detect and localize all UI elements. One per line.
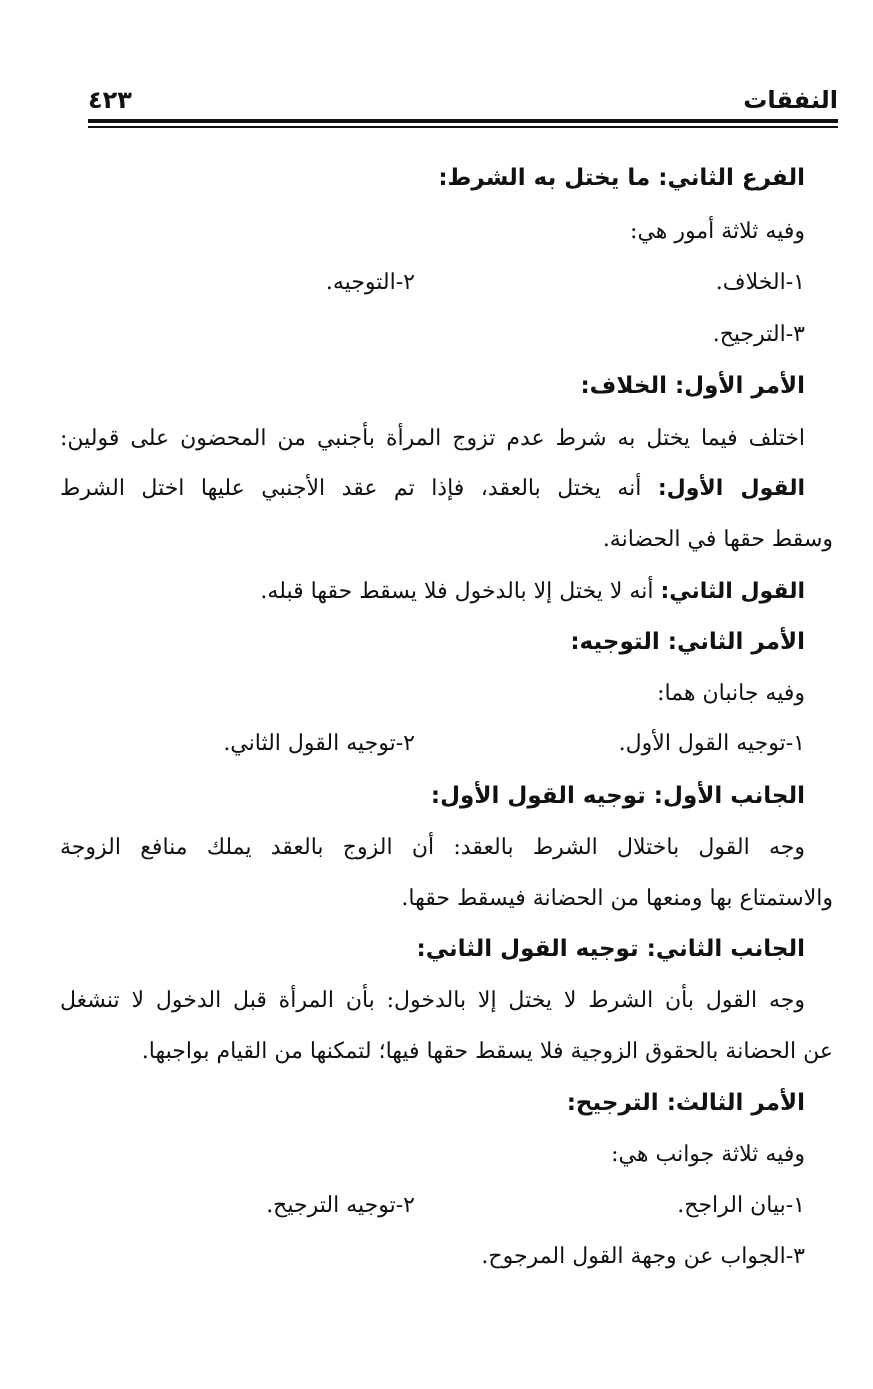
paragraph: وفيه ثلاثة أمور هي:	[630, 219, 805, 244]
paragraph: اختلف فيما يختل به شرط عدم تزوج المرأة بأجنبي من المحضون على قولين:	[60, 426, 805, 451]
paragraph	[60, 474, 805, 504]
list-item: ٢-التوجيه.	[325, 270, 415, 295]
page-header	[88, 86, 838, 116]
paragraph	[60, 577, 805, 607]
header-rule-thin	[88, 126, 838, 128]
list-item: ١-الخلاف.	[715, 270, 805, 295]
paragraph-continuation: والاستمتاع بها ومنعها من الحضانة فيسقط حقها.	[401, 886, 833, 911]
section-heading: الفرع الثاني: ما يختل به الشرط:	[438, 165, 805, 191]
paragraph: وجه القول بأن الشرط لا يختل إلا بالدخول: بأن المرأة قبل الدخول لا تنشغل	[60, 988, 805, 1013]
list-item: ١-بيان الراجح.	[677, 1193, 805, 1218]
list-item: ٢-توجيه القول الثاني.	[223, 731, 415, 756]
paragraph-continuation: عن الحضانة بالحقوق الزوجية فلا يسقط حقها فيها؛ لتمكنها من القيام بواجبها.	[141, 1039, 833, 1064]
page-number: ٤٢٣	[88, 86, 132, 114]
header-rule-thick	[88, 119, 838, 123]
list-item: ٣-الترجيح.	[712, 322, 805, 347]
subsection-heading: الأمر الثالث: الترجيح:	[566, 1090, 805, 1116]
opinion-text: أنه لا يختل إلا بالدخول فلا يسقط حقها قبله.	[260, 579, 661, 604]
paragraph: وفيه جانبان هما:	[657, 681, 805, 706]
opinion-text: أنه يختل بالعقد، فإذا تم عقد الأجنبي عليها اختل الشرط	[60, 476, 658, 501]
opinion-label: القول الثاني:	[660, 579, 805, 604]
list-item: ٣-الجواب عن وجهة القول المرجوح.	[481, 1244, 805, 1269]
subsection-heading: الأمر الثاني: التوجيه:	[570, 629, 805, 655]
subsection-heading: الأمر الأول: الخلاف:	[580, 373, 805, 399]
list-row	[60, 729, 805, 759]
running-title: النفقات	[743, 86, 838, 114]
paragraph-continuation: وسقط حقها في الحضانة.	[602, 527, 833, 552]
subsection-heading: الجانب الثاني: توجيه القول الثاني:	[416, 936, 805, 962]
opinion-label: القول الأول:	[657, 476, 805, 501]
paragraph: وفيه ثلاثة جوانب هي:	[611, 1142, 805, 1167]
list-row	[60, 268, 805, 298]
list-item: ٢-توجيه الترجيح.	[266, 1193, 415, 1218]
list-row	[60, 1191, 805, 1221]
subsection-heading: الجانب الأول: توجيه القول الأول:	[430, 783, 805, 809]
list-item: ١-توجيه القول الأول.	[618, 731, 805, 756]
paragraph: وجه القول باختلال الشرط بالعقد: أن الزوج بالعقد يملك منافع الزوجة	[60, 835, 805, 860]
